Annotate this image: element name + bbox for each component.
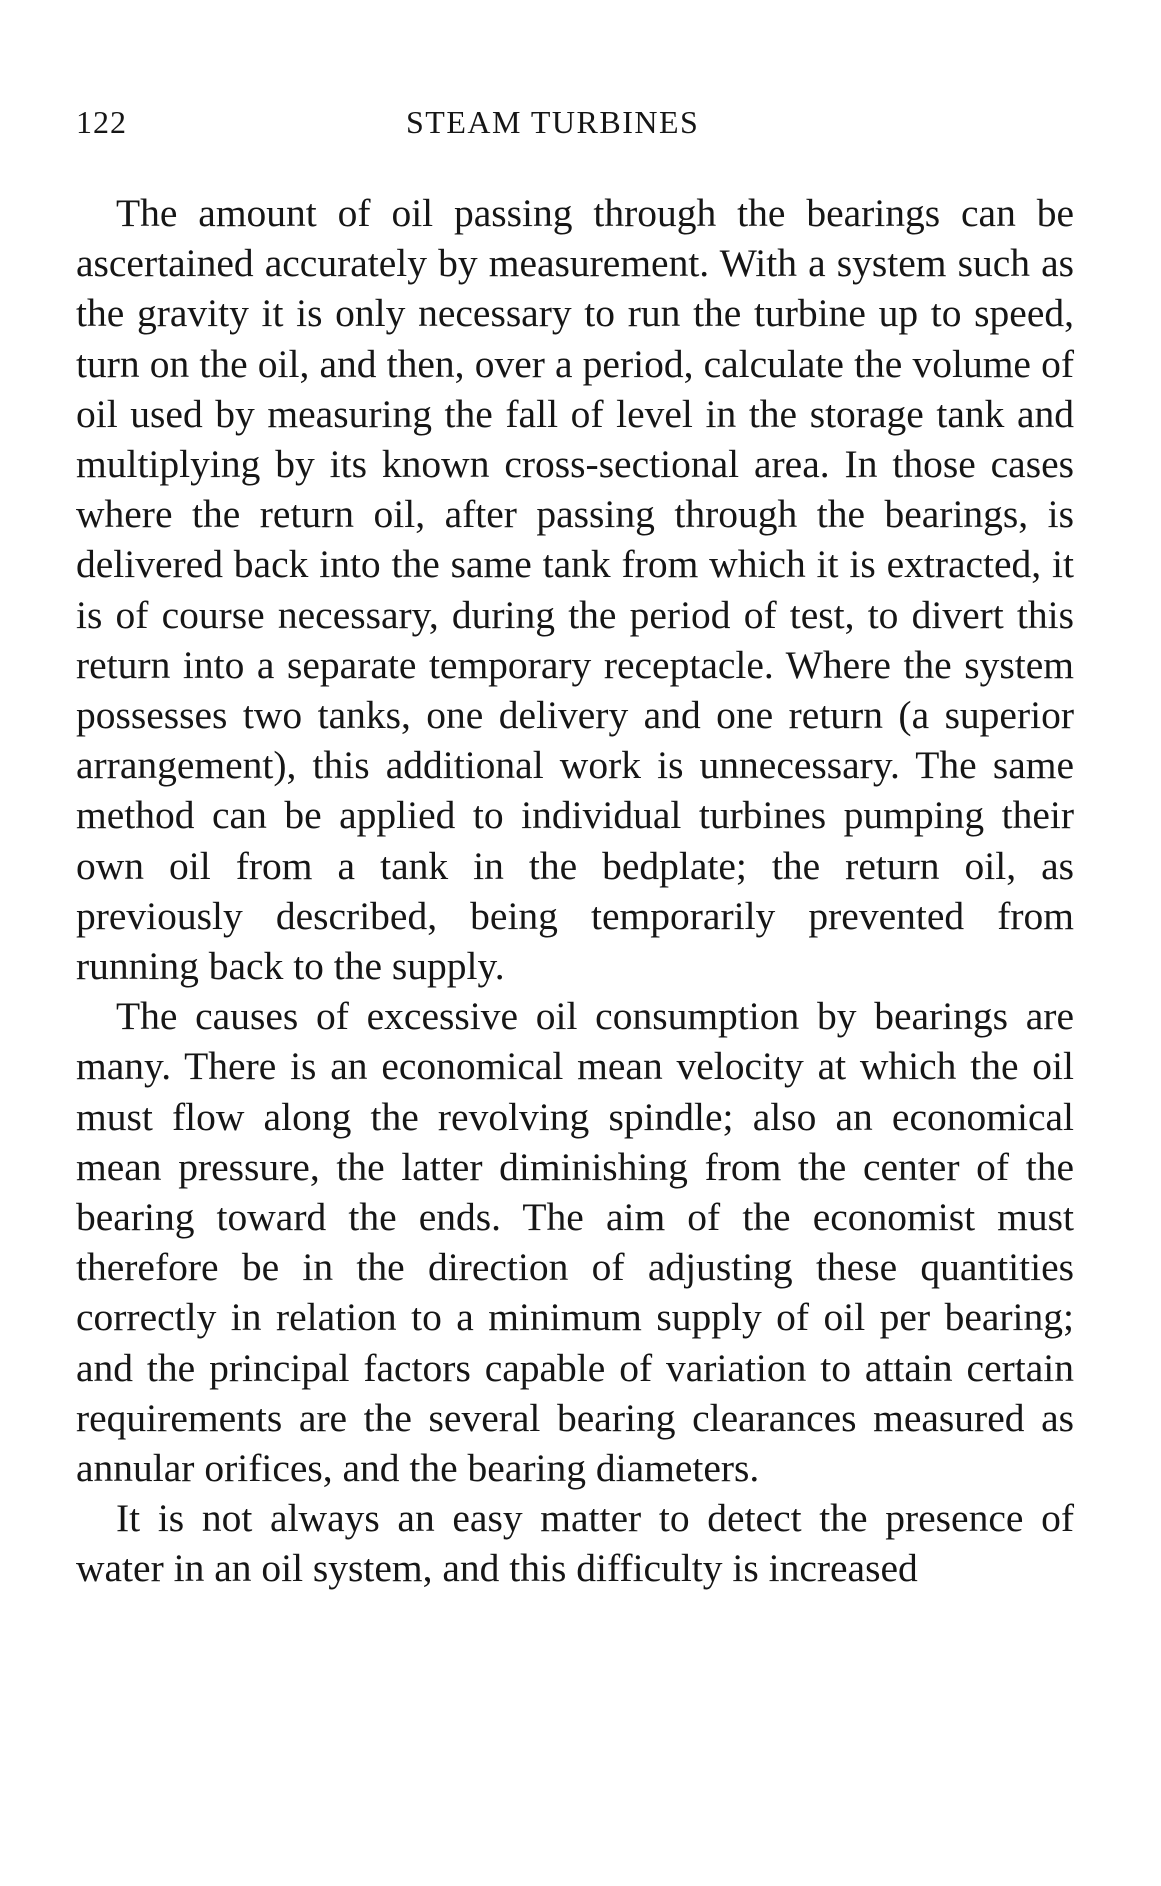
running-head: [76, 104, 1074, 144]
running-title: STEAM TURBINES: [406, 104, 700, 140]
page-number: 122: [76, 104, 127, 140]
paragraph-water-detection: It is not always an easy matter to detect the presence of water in an oil system, and this difficulty is increased: [76, 1496, 1074, 1591]
paragraph-oil-measurement: The amount of oil passing through the bearings can be ascertained accurately by measurement. With a system such as the gravity it is only necessary to run the turbine up to speed, turn on the oil, and then, over a period, calculate the volume of oil used by measuring the fall of level in the storage tank and multiplying by its known cross-sectional area. In those cases where the return oil, after passing through the bearings, is delivered back into the same tank from which it is extracted, it is of course necessary, during the period of test, to divert this return into a separate temporary receptacle. Where the system possesses two tanks, one delivery and one return (a superior arrangement), this additional work is unnecessary. The same method can be applied to individual turbines pumping their own oil from a tank in the bedplate; the return oil, as previously described, being temporarily prevented from running back to the supply.: [76, 191, 1074, 989]
paragraph-oil-consumption-causes: The causes of excessive oil consumption by bearings are many. There is an economical mean velocity at which the oil must flow along the revolving spindle; also an economical mean pressure, the latter diminishing from the center of the bearing toward the ends. The aim of the economist must therefore be in the direction of adjusting these quantities correctly in relation to a minimum supply of oil per bearing; and the principal factors capable of variation to attain certain requirements are the several bearing clearances measured as annular orifices, and the bearing diameters.: [76, 994, 1074, 1491]
body-text: [76, 188, 1074, 1594]
